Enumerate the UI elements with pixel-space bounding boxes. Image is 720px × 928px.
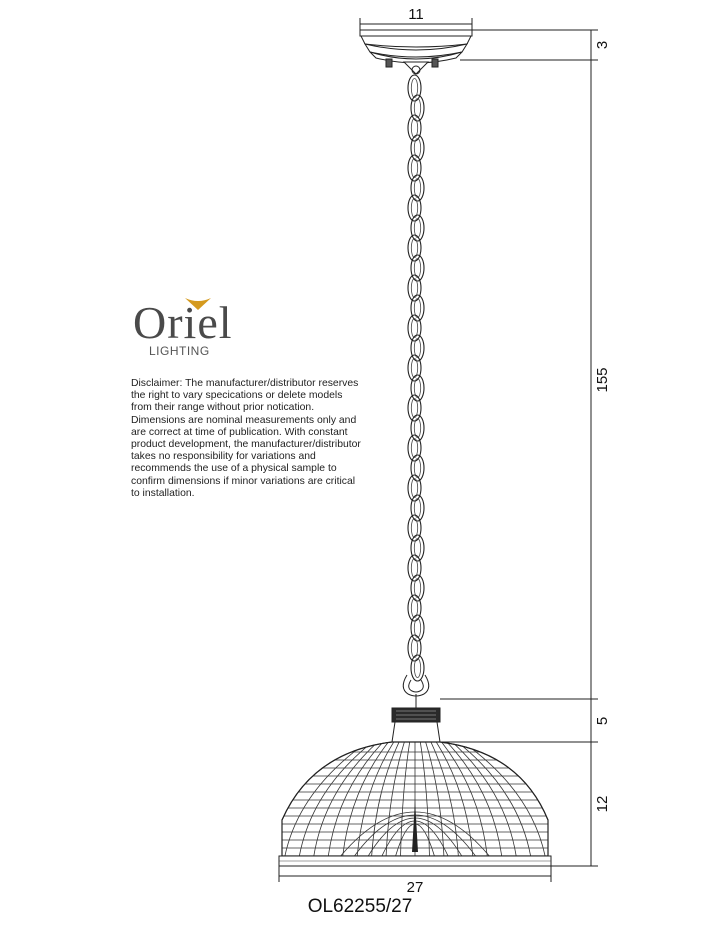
logo-wordmark: Oriel [133,297,233,348]
ceiling-canopy [360,30,472,74]
lamp-holder [392,708,440,742]
dim-shade-width: 27 [406,879,424,896]
dim-canopy-width: 11 [408,6,424,23]
chain-link-inner [414,659,420,678]
dim-shade-height: 12 [593,795,611,813]
lower-hook [403,675,429,708]
dim-fitting-height: 5 [593,716,611,726]
brand-logo [133,297,273,360]
dim-canopy-height: 3 [593,40,611,50]
suspension-chain [408,75,424,681]
logo-subline: LIGHTING [149,344,210,358]
model-code: OL62255/27 [307,896,413,917]
disclaimer-text: Disclaimer: The manufacturer/distributor reserves the right to vary specications or delete models from their range without prior notication. Dimensions are nominal measurements only and are correct at time of publication. With constant product development, the manufacturer/distributor takes no responsibility for variations and recommends the use of a physical sample to confirm dimensions if minor variations are critical to installation. [131,378,361,499]
dim-chain-length: 155 [593,367,611,393]
glass-shade [270,740,560,866]
